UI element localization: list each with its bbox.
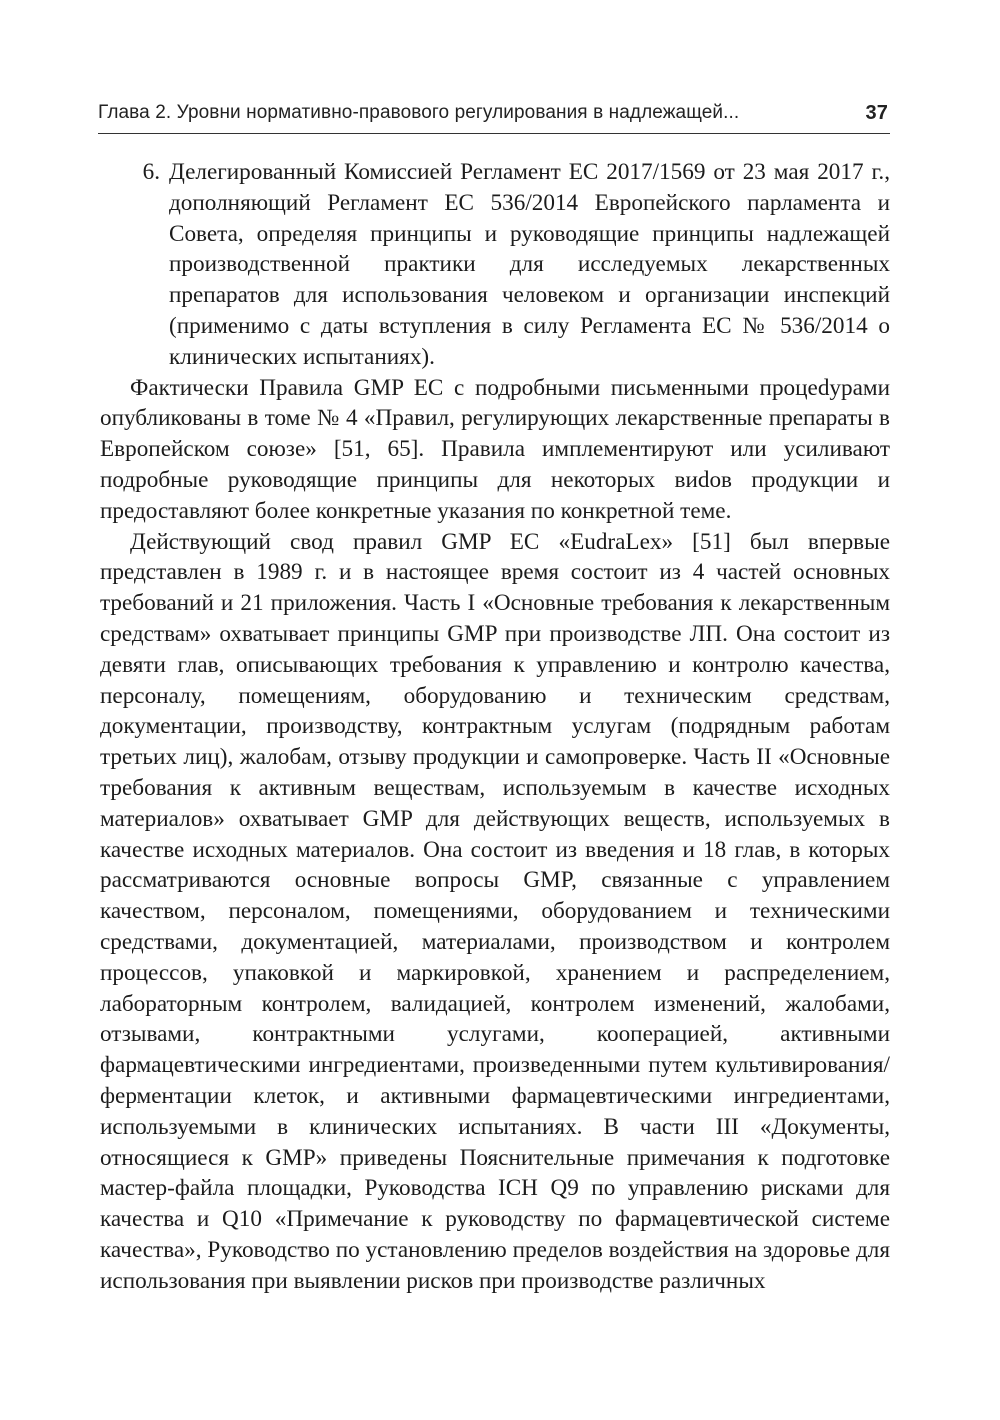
list-item-6 [100,157,890,373]
list-item-text: Делегированный Комиссией Регламент ЕС 2017/1569 от 23 мая 2017 г., дополняющий Регламент ЕС 536/2014 Европейского парламента и Совета, определяя принципы и руководящие принципы надлежащей производственной практики для исследуемых лекарственных препаратов для использования человеком и организации инспекций (применимо с даты вступления в силу Регламента ЕС № 536/2014 о клинических испытаниях). [169,159,890,370]
header-rule [98,133,890,134]
running-title: Глава 2. Уровни нормативно-правового регулирования в надлежащей... [98,102,740,123]
paragraph-eudralex: Действующий свод правил GMP ЕС «EudraLex» [51] был впервые представлен в 1989 г. и в настоящее время состоит из 4 частей основных требований и 21 приложения. Часть I «Основные требования к лекарственным средствам» охватывает принципы GMP при производстве ЛП. Она состоит из девяти глав, описывающих требования к управлению и контролю качества, персоналу, помещениям, оборудованию и техническим средствам, документации, производству, контрактным услугам (подрядным работам третьих лиц), жалобам, отзыву продукции и самопроверке. Часть II «Основные требования к активным веществам, используемым в качестве исходных материалов» охватывает GMP для действующих веществ, используемых в качестве исходных материалов. Она состоит из введения и 18 глав, в которых рассматриваются основные вопросы GMP, связанные с управлением качеством, персоналом, помещениями, оборудованием и техническими средствами, документацией, материалами, производством и контролем процессов, упаковкой и маркировкой, хранением и распределением, лабораторным контролем, валидацией, контролем изменений, жалобами, отзывами, контрактными услугами, кооперацией, активными фармацевтическими ингредиентами, произведенными путем культивирования/ферментации клеток, и активными фармацевтическими ингредиентами, используемыми в клинических испытаниях. В части III «Документы, относящиеся к GMP» приведены Пояснительные примечания к подготовке мастер-файла площадки, Руководства ICH Q9 по управлению рисками для качества и Q10 «Примечание к руководству по фармацевтической системе качества», Руководство по установлению пределов воздействия на здоровье для использования при выявлении рисков при производстве различных [100,528,890,1294]
body-text [100,157,890,1296]
page-number: 37 [865,102,888,124]
list-item-number: 6. [142,159,160,185]
running-header [98,100,890,134]
paragraph-gmp-rules: Фактически Правила GMP ЕС с подробными письменными процеdурами опубликованы в томе № 4 «Правил, регулирующих лекарственные препараты в Европейском союзе» [51, 65]. Правила имплементируют или усиливают подробные руководящие принципы для некоторых виdов продукции и предоставляют более конкретные указания по конкретной теме. [100,374,890,524]
